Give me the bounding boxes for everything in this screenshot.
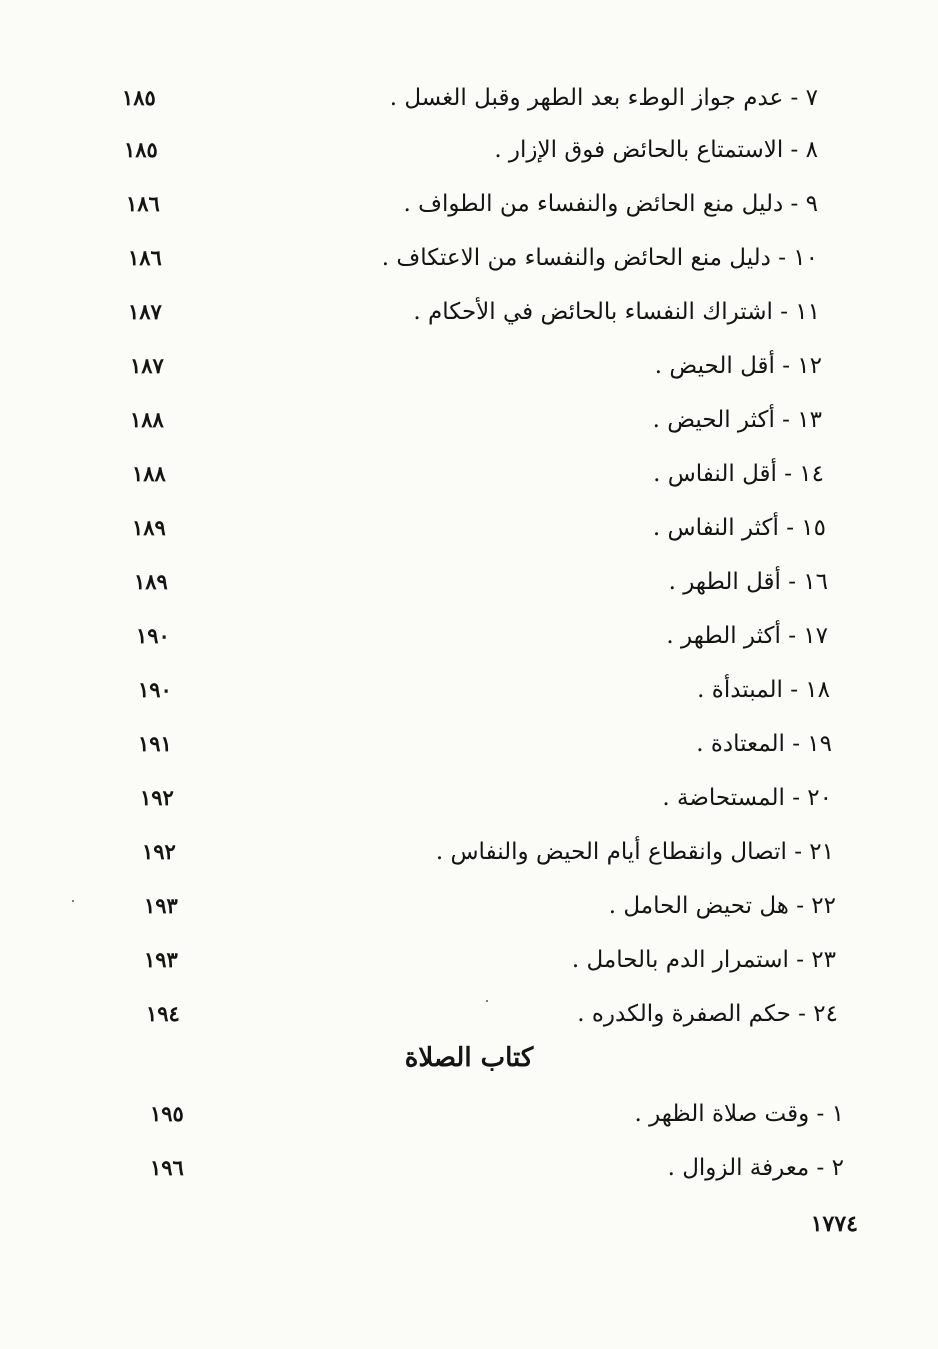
index-entry <box>0 400 938 440</box>
entry-page-number: ١٩٥ <box>150 1101 184 1126</box>
entry-title: ١٣ - أكثر الحيض . <box>652 407 822 433</box>
index-entry <box>0 78 938 118</box>
section-heading: كتاب الصلاة <box>404 1043 534 1073</box>
entry-page-number: ١٩٢ <box>140 785 174 810</box>
entry-title: ٢١ - اتصال وانقطاع أيام الحيض والنفاس . <box>435 839 834 865</box>
entry-title: ١١ - اشتراك النفساء بالحائض في الأحكام . <box>413 299 820 325</box>
entry-page-number: ١٩٤ <box>146 1001 180 1026</box>
entry-title: ٢ - معرفة الزوال . <box>667 1155 844 1181</box>
entry-page-number: ١٩٦ <box>150 1155 184 1180</box>
index-entry <box>0 508 938 548</box>
index-entry <box>0 184 938 224</box>
entry-page-number: ١٩١ <box>138 731 172 756</box>
index-entry <box>0 1094 938 1134</box>
index-entry <box>0 454 938 494</box>
entry-page-number: ١٩٣ <box>144 893 178 918</box>
entry-title: ١٧ - أكثر الطهر . <box>666 623 828 649</box>
entry-page-number: ١٨٥ <box>124 137 158 162</box>
entry-page-number: ١٨٥ <box>122 85 156 110</box>
entry-title: ١٨ - المبتدأة . <box>697 677 830 703</box>
index-entry <box>0 940 938 980</box>
entry-title: ١٠ - دليل منع الحائض والنفساء من الاعتكاف . <box>381 245 818 271</box>
index-entry <box>0 562 938 602</box>
entry-title: ١٢ - أقل الحيض . <box>654 353 822 379</box>
entry-page-number: ١٨٨ <box>132 461 166 486</box>
index-entry <box>0 670 938 710</box>
entry-title: ٢٠ - المستحاضة . <box>662 785 832 811</box>
entry-page-number: ١٨٧ <box>128 299 162 324</box>
entry-page-number: ١٨٦ <box>126 191 160 216</box>
entry-title: ١٦ - أقل الطهر . <box>668 569 828 595</box>
index-entry <box>0 778 938 818</box>
entry-title: ١ - وقت صلاة الظهر . <box>634 1101 844 1127</box>
entry-title: ١٩ - المعتادة . <box>696 731 832 757</box>
index-entry <box>0 1148 938 1188</box>
index-entry <box>0 616 938 656</box>
entry-page-number: ١٩٢ <box>142 839 176 864</box>
entry-page-number: ١٩٠ <box>138 677 172 702</box>
entry-page-number: ١٨٨ <box>130 407 164 432</box>
entry-page-number: ١٩٠ <box>136 623 170 648</box>
entry-page-number: ١٨٩ <box>132 515 166 540</box>
entry-title: ١٤ - أقل النفاس . <box>653 461 824 487</box>
page-number: ١٧٧٤ <box>810 1211 858 1237</box>
entry-page-number: ١٨٩ <box>134 569 168 594</box>
entry-title: ٧ - عدم جواز الوطء بعد الطهر وقبل الغسل . <box>389 85 818 111</box>
entry-title: ٨ - الاستمتاع بالحائض فوق الإزار . <box>494 137 818 163</box>
index-entry <box>0 292 938 332</box>
scan-speck <box>72 900 74 902</box>
scan-speck <box>486 1000 488 1002</box>
entry-page-number: ١٩٣ <box>144 947 178 972</box>
entry-title: ٢٣ - استمرار الدم بالحامل . <box>571 947 836 973</box>
entry-page-number: ١٨٧ <box>130 353 164 378</box>
index-entry <box>0 832 938 872</box>
entry-title: ١٥ - أكثر النفاس . <box>652 515 826 541</box>
index-entry <box>0 130 938 170</box>
index-entry <box>0 994 938 1034</box>
index-entry <box>0 238 938 278</box>
entry-title: ٢٤ - حكم الصفرة والكدره . <box>577 1001 838 1027</box>
index-entry <box>0 346 938 386</box>
index-entry <box>0 886 938 926</box>
index-entry <box>0 724 938 764</box>
entry-page-number: ١٨٦ <box>128 245 162 270</box>
entry-title: ٢٢ - هل تحيض الحامل . <box>608 893 836 919</box>
entry-title: ٩ - دليل منع الحائض والنفساء من الطواف . <box>403 191 818 217</box>
